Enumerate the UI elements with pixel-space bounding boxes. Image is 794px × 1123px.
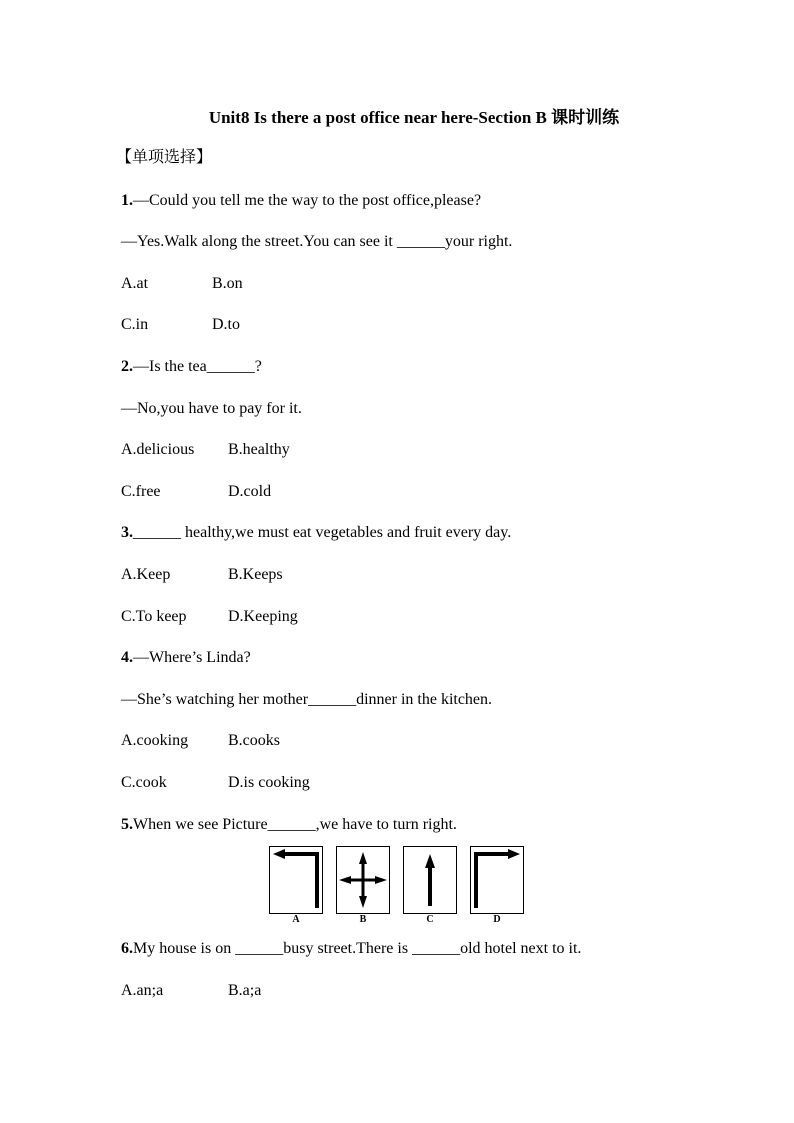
q3-option-d: D.Keeping: [228, 608, 298, 625]
turn-left-arrow-icon: [269, 846, 323, 914]
q3-option-a: A.Keep: [121, 566, 171, 583]
q2-line1: 2.—Is the tea______?: [121, 358, 262, 375]
q1-line1: 1.—Could you tell me the way to the post office,please?: [121, 192, 482, 209]
q4-option-d: D.is cooking: [228, 774, 310, 791]
q1-option-d: D.to: [212, 316, 240, 333]
picture-b: B: [336, 846, 390, 926]
q4-option-a: A.cooking: [121, 732, 189, 749]
q5-pictures: [269, 846, 524, 926]
q1-line2: —Yes.Walk along the street.You can see it ______your right.: [121, 233, 513, 250]
q1-option-b: B.on: [212, 275, 243, 292]
q5-line1: 5.When we see Picture______,we have to turn right.: [121, 816, 457, 833]
picture-d: D: [470, 846, 524, 926]
page-title: Unit8 Is there a post office near here-Section B 课时训练: [208, 108, 620, 127]
q6-option-a: A.an;a: [121, 982, 164, 999]
q4-option-c: C.cook: [121, 774, 167, 791]
q3-option-c: C.To keep: [121, 608, 187, 625]
straight-arrow-icon: [403, 846, 457, 914]
q3-option-b: B.Keeps: [228, 566, 283, 583]
q2-option-d: D.cold: [228, 483, 272, 500]
q1-option-c: C.in: [121, 316, 149, 333]
q1-option-a: A.at: [121, 275, 149, 292]
picture-c: C: [403, 846, 457, 926]
q4-option-b: B.cooks: [228, 732, 280, 749]
q4-line1: 4.—Where’s Linda?: [121, 649, 251, 666]
q2-option-c: C.free: [121, 483, 161, 500]
turn-right-arrow-icon: [470, 846, 524, 914]
q3-line1: 3.______ healthy,we must eat vegetables and fruit every day.: [121, 524, 512, 541]
q6-line1: 6.My house is on ______busy street.There is ______old hotel next to it.: [121, 940, 582, 957]
q2-option-a: A.delicious: [121, 441, 195, 458]
q6-option-b: B.a;a: [228, 982, 262, 999]
q2-line2: —No,you have to pay for it.: [121, 400, 302, 417]
q2-option-b: B.healthy: [228, 441, 290, 458]
section-heading: 【单项选择】: [116, 149, 213, 166]
four-way-arrow-icon: [336, 846, 390, 914]
picture-a: A: [269, 846, 323, 926]
q4-line2: —She’s watching her mother______dinner in the kitchen.: [121, 691, 493, 708]
